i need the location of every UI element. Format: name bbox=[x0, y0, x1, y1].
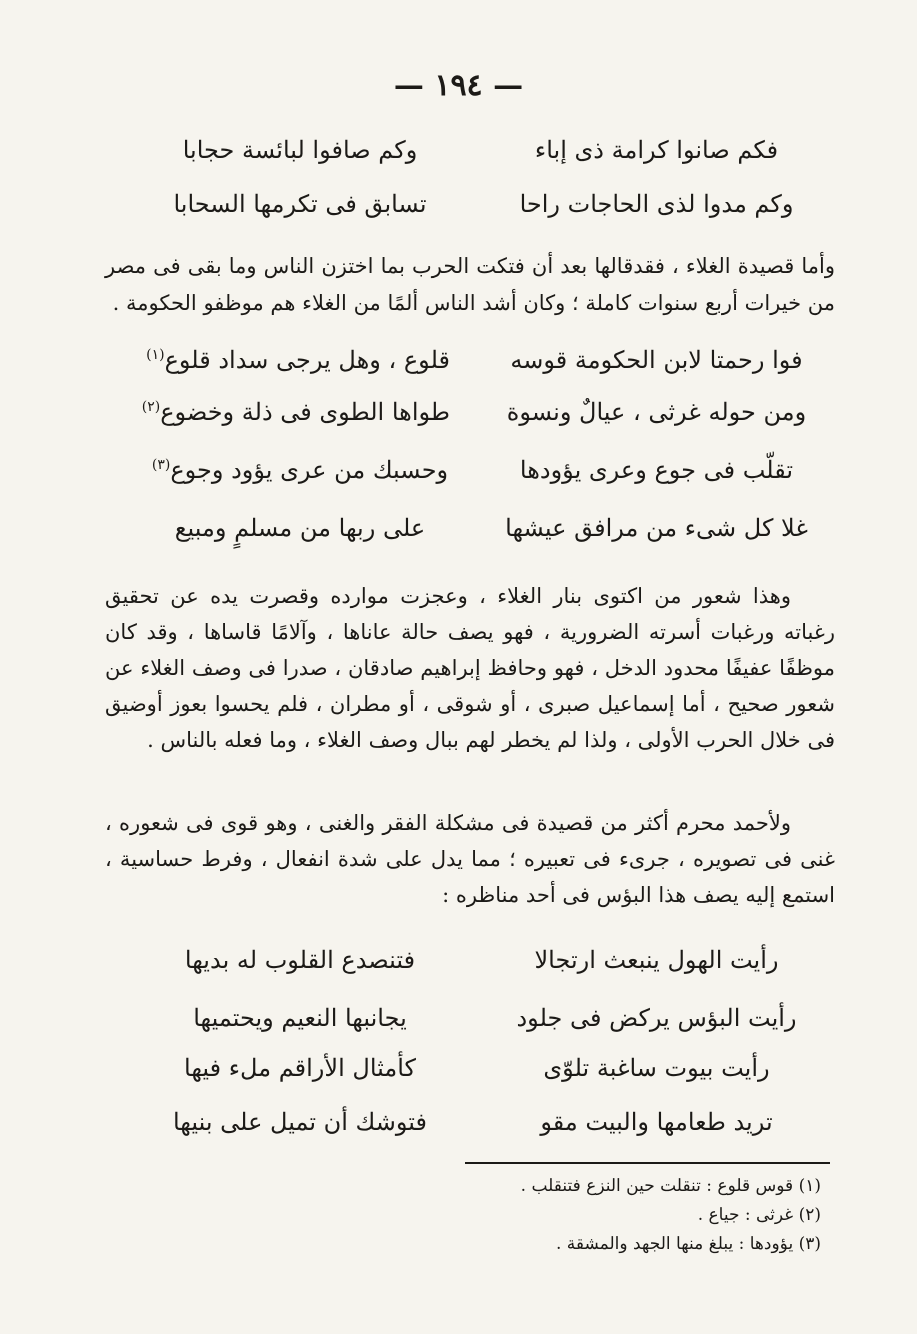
verse-second-hemistich: وكم صافوا لبائسة حجابا bbox=[182, 136, 418, 164]
paragraph-text: ولأحمد محرم أكثر من قصيدة فى مشكلة الفقر والغنى ، وهو قوى فى شعوره ، غنى فى تصويره ، جرىء فى تعبيره ؛ مما يدل على شدة انفعال ، وفرط حساسية ، استمع إليه يصف هذا البؤس فى أحد مناظره : bbox=[105, 811, 835, 907]
footnote-divider bbox=[465, 1162, 830, 1164]
page-number: — ١٩٤ — bbox=[393, 68, 524, 103]
verse-line bbox=[141, 398, 829, 442]
verse-first-hemistich: رأيت الهول ينبعث ارتجالا bbox=[534, 946, 779, 974]
paragraph bbox=[105, 578, 835, 758]
footnote: (١) قوس قلوع : تنقلت حين النزع فتنقلب . bbox=[520, 1176, 821, 1196]
verse-first-hemistich: رأيت البؤس يركض فى جلود bbox=[516, 1004, 797, 1032]
verse-second-hemistich: يجانبها النعيم ويحتميها bbox=[193, 1004, 407, 1032]
footnote-ref: (٢) bbox=[141, 399, 161, 415]
verse-text: قلوع ، وهل يرجى سداد قلوع bbox=[164, 346, 450, 374]
verse-line bbox=[146, 346, 829, 390]
verse-line bbox=[150, 1108, 829, 1152]
footnote: (٢) غرثى : جياع . bbox=[697, 1205, 821, 1225]
verse-line bbox=[150, 1004, 829, 1048]
verse-line bbox=[150, 1054, 829, 1098]
footnotes bbox=[461, 1172, 821, 1259]
footnote-ref: (١) bbox=[146, 347, 165, 363]
verse-first-hemistich: رأيت بيوت ساغبة تلوّى bbox=[543, 1054, 770, 1082]
footnote-ref: (٣) bbox=[151, 457, 171, 473]
verse-second-hemistich bbox=[150, 456, 450, 484]
verse-first-hemistich: وكم مدوا لذى الحاجات راحا bbox=[519, 190, 794, 218]
verse-second-hemistich: فتنصدع القلوب له بديها bbox=[184, 946, 416, 974]
verse-line bbox=[150, 514, 829, 558]
verse-text: طواها الطوى فى ذلة وخضوع bbox=[160, 398, 450, 426]
paragraph bbox=[105, 248, 835, 322]
verse-first-hemistich: تقلّب فى جوع وعرى يؤودها bbox=[519, 456, 794, 484]
verse-second-hemistich: على ربها من مسلمٍ ومبيع bbox=[174, 514, 426, 542]
verse-second-hemistich bbox=[141, 398, 450, 426]
verse-first-hemistich: غلا كل شىء من مرافق عيشها bbox=[505, 514, 808, 542]
verse-second-hemistich bbox=[146, 346, 450, 374]
verse-text: وحسبك من عرى يؤود وجوع bbox=[170, 456, 449, 484]
verse-first-hemistich: تريد طعامها والبيت مقو bbox=[540, 1108, 773, 1136]
verse-line bbox=[150, 946, 829, 990]
verse-second-hemistich: كأمثال الأراقم ملء فيها bbox=[184, 1054, 416, 1082]
paragraph bbox=[105, 805, 835, 913]
verse-first-hemistich: ومن حوله غرثى ، عيالٌ ونسوة bbox=[506, 398, 807, 426]
paragraph-text: وأما قصيدة الغلاء ، فقدقالها بعد أن فتكت الحرب بما اختزن الناس وما بقى فى مصر من خيرات أربع سنوات كاملة ؛ وكان أشد الناس ألمًا من الغلاء هم موظفو الحكومة . bbox=[105, 254, 835, 315]
footnote: (٣) يؤودها : يبلغ منها الجهد والمشقة . bbox=[555, 1234, 821, 1254]
verse-line bbox=[150, 136, 829, 180]
verse-line bbox=[150, 190, 829, 234]
paragraph-text: وهذا شعور من اكتوى بنار الغلاء ، وعجزت موارده وقصرت يده عن تحقيق رغباته ورغبات أسرته الضرورية ، فهو يصف حالة عاناها ، وآلامًا قاساها ، وقد كان موظفًا عفيفًا محدود الدخل ، فهو وحافظ إبراهيم صادقان ، صدرا فى وصف الغلاء عن شعور صحيح ، أما إسماعيل صبرى ، أو شوقى ، أو مطران ، فلم يحسوا بعوز أوضيق فى خلال الحرب الأولى ، ولذا لم يخطر لهم ببال وصف الغلاء ، وما فعله بالناس . bbox=[105, 584, 835, 752]
verse-line bbox=[150, 456, 829, 500]
verse-first-hemistich: فوا رحمتا لابن الحكومة قوسه bbox=[510, 346, 803, 374]
verse-second-hemistich: تسابق فى تكرمها السحابا bbox=[173, 190, 427, 218]
verse-second-hemistich: فتوشك أن تميل على بنيها bbox=[172, 1108, 428, 1136]
verse-first-hemistich: فكم صانوا كرامة ذى إباء bbox=[534, 136, 779, 164]
